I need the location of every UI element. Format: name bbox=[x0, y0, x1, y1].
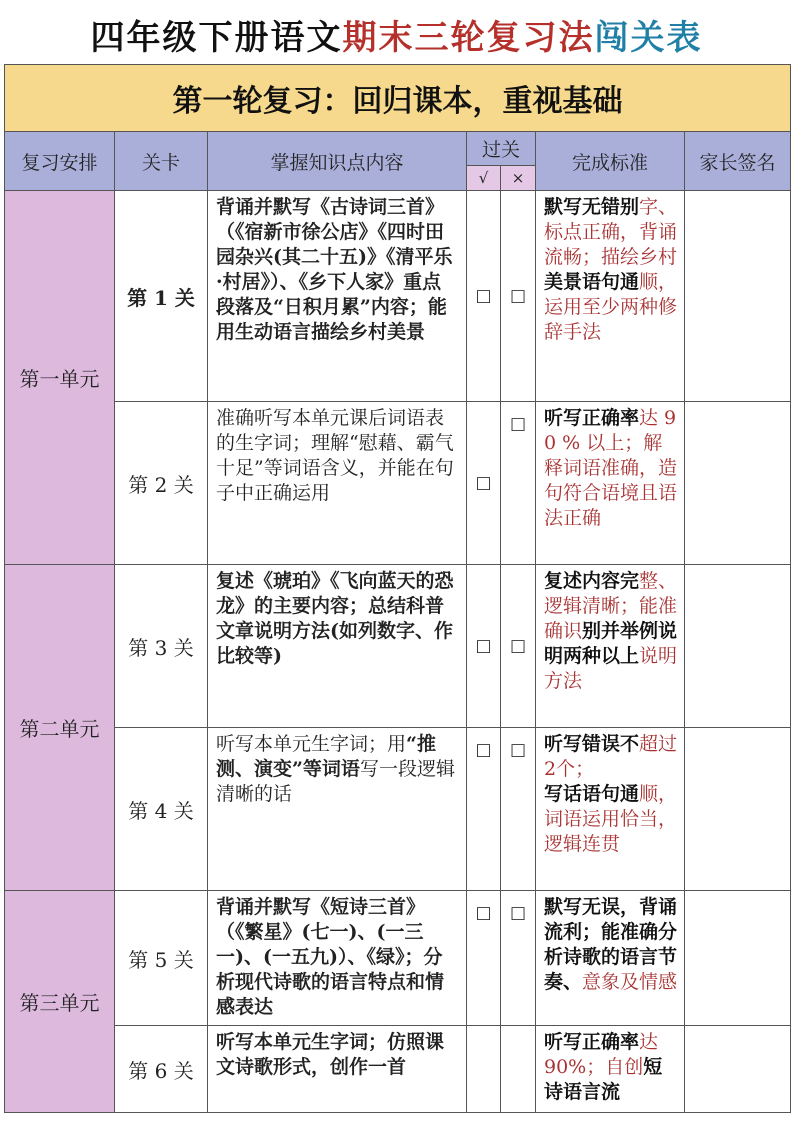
unit-2-cell: 第二单元 bbox=[5, 565, 115, 891]
table-row bbox=[5, 1026, 791, 1113]
unit-3-cell: 第三单元 bbox=[5, 891, 115, 1113]
round-heading-row bbox=[5, 65, 791, 132]
standard-4: 听写错误不超过2个； 写话语句通顺，词语运用恰当，逻辑连贯 bbox=[536, 728, 685, 891]
parent-sign-5[interactable] bbox=[685, 891, 791, 1026]
table-row bbox=[5, 728, 791, 891]
level-3: 第 3 关 bbox=[115, 565, 208, 728]
fail-checkbox-1[interactable]: □ bbox=[501, 191, 536, 402]
standard-6: 听写正确率达90%；自创短诗语言流 bbox=[536, 1026, 685, 1113]
pass-checkbox-1[interactable]: □ bbox=[467, 191, 501, 402]
round-heading: 第一轮复习：回归课本，重视基础 bbox=[5, 65, 791, 132]
page-title bbox=[0, 10, 793, 59]
table-row bbox=[5, 891, 791, 1026]
parent-sign-1[interactable] bbox=[685, 191, 791, 402]
parent-sign-3[interactable] bbox=[685, 565, 791, 728]
standard-3: 复述内容完整、逻辑清晰；能准确识别并举例说明两种以上说明方法 bbox=[536, 565, 685, 728]
header-plan: 复习安排 bbox=[5, 132, 115, 191]
content-6: 听写本单元生字词；仿照课文诗歌形式，创作一首 bbox=[208, 1026, 467, 1113]
level-4: 第 4 关 bbox=[115, 728, 208, 891]
pass-checkbox-5[interactable]: □ bbox=[467, 891, 501, 1026]
pass-cell-6[interactable] bbox=[467, 1026, 501, 1113]
title-part-table: 闯关表 bbox=[594, 18, 703, 58]
review-table bbox=[4, 64, 791, 1113]
fail-checkbox-4[interactable]: □ bbox=[501, 728, 536, 891]
header-level: 关卡 bbox=[115, 132, 208, 191]
content-5: 背诵并默写《短诗三首》（《繁星》(七一)、(一三一)、(一五九)）、《绿》；分析现代诗歌的语言特点和情感表达 bbox=[208, 891, 467, 1026]
pass-checkbox-2[interactable]: □ bbox=[467, 402, 501, 565]
header-standard: 完成标准 bbox=[536, 132, 685, 191]
parent-sign-6[interactable] bbox=[685, 1026, 791, 1113]
title-part-grade: 四年级下册语文 bbox=[90, 18, 343, 58]
content-2: 准确听写本单元课后词语表的生字词；理解“慰藉、霸气十足”等词语含义，并能在句子中正确运用 bbox=[208, 402, 467, 565]
table-row bbox=[5, 402, 791, 565]
content-1: 背诵并默写《古诗词三首》（《宿新市徐公店》《四时田园杂兴(其二十五)》《清平乐 ·村居》）、《乡下人家》重点段落及“日积月累”内容；能用生动语言描绘乡村美景 bbox=[208, 191, 467, 402]
header-cross: × bbox=[501, 165, 536, 190]
fail-checkbox-3[interactable]: □ bbox=[501, 565, 536, 728]
header-pass: 过关 bbox=[467, 132, 536, 166]
level-2: 第 2 关 bbox=[115, 402, 208, 565]
header-sign: 家长签名 bbox=[685, 132, 791, 191]
level-5: 第 5 关 bbox=[115, 891, 208, 1026]
table-row bbox=[5, 191, 791, 402]
standard-2: 听写正确率达 9 0 % 以上；解释词语准确，造句符合语境且语法正确 bbox=[536, 402, 685, 565]
unit-1-cell: 第一单元 bbox=[5, 191, 115, 565]
parent-sign-2[interactable] bbox=[685, 402, 791, 565]
content-4: 听写本单元生字词；用“推测、演变”等词语写一段逻辑清晰的话 bbox=[208, 728, 467, 891]
content-3: 复述《琥珀》《飞向蓝天的恐龙》的主要内容；总结科普文章说明方法(如列数字、作比较等) bbox=[208, 565, 467, 728]
fail-checkbox-5[interactable]: □ bbox=[501, 891, 536, 1026]
standard-5: 默写无误，背诵流利；能准确分析诗歌的语言节奏、意象及情感 bbox=[536, 891, 685, 1026]
level-6: 第 6 关 bbox=[115, 1026, 208, 1113]
header-check: √ bbox=[467, 165, 501, 190]
fail-checkbox-2[interactable]: □ bbox=[501, 402, 536, 565]
parent-sign-4[interactable] bbox=[685, 728, 791, 891]
header-row bbox=[5, 132, 791, 166]
title-part-method: 期末三轮复习法 bbox=[342, 18, 595, 58]
standard-1: 默写无错别字、标点正确，背诵流畅；描绘乡村美景语句通顺，运用至少两种修辞手法 bbox=[536, 191, 685, 402]
header-content: 掌握知识点内容 bbox=[208, 132, 467, 191]
table-row bbox=[5, 565, 791, 728]
pass-checkbox-4[interactable]: □ bbox=[467, 728, 501, 891]
pass-checkbox-3[interactable]: □ bbox=[467, 565, 501, 728]
level-1: 第 1 关 bbox=[115, 191, 208, 402]
fail-cell-6[interactable] bbox=[501, 1026, 536, 1113]
